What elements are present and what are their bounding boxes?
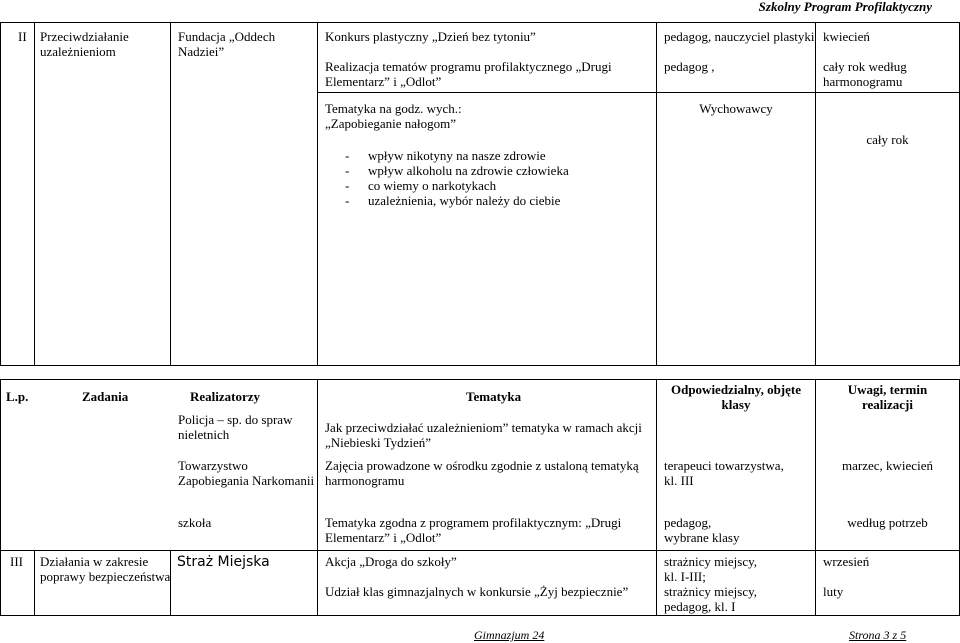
tematyka-zgodna-2: Elementarz” i „Odlot” [325, 530, 442, 545]
zadanie-line-1: Przeciwdziałanie [40, 29, 129, 44]
odp-iii-line-1: strażnicy miejscy, [664, 554, 758, 569]
odp-iii-line-2: kl. I-III; [664, 569, 706, 584]
list-dash: - [345, 178, 350, 193]
odp-iii-line-4: pedagog, kl. I [664, 599, 736, 614]
niebieski-line-2: „Niebieski Tydzień” [325, 435, 432, 450]
realizator-line-2: Nadziei” [178, 44, 225, 59]
header-title: Szkolny Program Profilaktyczny [758, 0, 932, 14]
header-zadania: Zadania [82, 389, 129, 404]
header-odpowiedzialny-1: Odpowiedzialny, objęte [670, 382, 801, 397]
header-tematyka: Tematyka [466, 389, 522, 404]
policja-line-2: nieletnich [178, 427, 230, 442]
col-line [0, 379, 1, 615]
col-line [656, 379, 657, 615]
col-line [317, 379, 318, 615]
uwagi-konkurs: kwiecień [823, 29, 870, 44]
footer-page-number: Strona 3 z 5 [849, 628, 907, 642]
pedagog-line-1: pedagog, [664, 515, 712, 530]
godz-wych-title: Tematyka na godz. wych.: [325, 101, 462, 116]
odp-wychowawcy: Wychowawcy [699, 101, 773, 116]
towarzystwo-line-2: Zapobiegania Narkomanii [178, 473, 315, 488]
cell-zadanie-ii [34, 22, 171, 366]
col-line [34, 550, 35, 615]
list-item: wpływ alkoholu na zdrowie człowieka [368, 163, 569, 178]
tematyka-konkurs: Konkurs plastyczny „Dzień bez tytoniu” [325, 29, 536, 44]
towarzystwo-line-1: Towarzystwo [178, 458, 248, 473]
pedagog-line-2: wybrane klasy [664, 530, 740, 545]
tematyka-realizacja-1: Realizacja tematów programu profilaktycznego „Drugi [325, 59, 612, 74]
godz-wych-subtitle: „Zapobieganie nałogom” [325, 116, 457, 131]
zajecia-line-1: Zajęcia prowadzone w ośrodku zgodnie z ustaloną tematyką [325, 458, 639, 473]
odp-konkurs: pedagog, nauczyciel plastyki [664, 29, 815, 44]
list-item: wpływ nikotyny na nasze zdrowie [368, 148, 546, 163]
zadanie-iii-line-1: Działania w zakresie [40, 554, 149, 569]
tematyka-zgodna-1: Tematyka zgodna z programem profilaktycznym: „Drugi [325, 515, 622, 530]
cell-realizator-ii [170, 22, 318, 366]
tematyka-realizacja-2: Elementarz” i „Odlot” [325, 74, 442, 89]
header-top-line [0, 379, 960, 380]
row-iii-divider [0, 550, 960, 551]
list-dash: - [345, 148, 350, 163]
terapeuci-line-2: kl. III [664, 473, 694, 488]
list-dash: - [345, 193, 350, 208]
policja-line-1: Policja – sp. do spraw [178, 412, 293, 427]
konkurs-zyj-bezpiecznie: Udział klas gimnazjalnych w konkursie „Żyj bezpiecznie” [325, 584, 629, 599]
zadanie-iii-line-2: poprawy bezpieczeństwa [40, 569, 171, 584]
szkola-label: szkoła [178, 515, 212, 530]
row-number: II [18, 29, 27, 44]
zajecia-line-2: harmonogramu [325, 473, 405, 488]
uwagi-wedlug-potrzeb: według potrzeb [847, 515, 928, 530]
uwagi-marzec: marzec, kwiecień [842, 458, 933, 473]
uwagi-luty: luty [823, 584, 844, 599]
row-divider [317, 92, 960, 93]
odp-iii-line-3: strażnicy miejscy, [664, 584, 758, 599]
zadanie-line-2: uzależnieniom [40, 44, 116, 59]
header-uwagi-2: realizacji [861, 397, 913, 412]
odp-realizacja: pedagog , [664, 59, 715, 74]
list-item: uzależnienia, wybór należy do ciebie [368, 193, 561, 208]
header-odpowiedzialny-2: klasy [721, 397, 751, 412]
header-lp: L.p. [6, 389, 29, 404]
uwagi-realizacja-1: cały rok według [823, 59, 907, 74]
cell-num-ii [0, 22, 35, 366]
list-item: co wiemy o narkotykach [368, 178, 497, 193]
table-bottom-line [0, 615, 960, 616]
list-dash: - [345, 163, 350, 178]
akcja-droga: Akcja „Droga do szkoły” [325, 554, 457, 569]
realizator-line-1: Fundacja „Oddech [178, 29, 276, 44]
footer-school: Gimnazjum 24 [474, 628, 545, 642]
header-uwagi-1: Uwagi, termin [847, 382, 928, 397]
uwagi-caly-rok: cały rok [866, 132, 909, 147]
terapeuci-line-1: terapeuci towarzystwa, [664, 458, 784, 473]
uwagi-realizacja-2: harmonogramu [823, 74, 903, 89]
uwagi-wrzesien: wrzesień [823, 554, 870, 569]
header-realizatorzy: Realizatorzy [190, 389, 261, 404]
col-line [815, 379, 816, 615]
niebieski-line-1: Jak przeciwdziałać uzależnieniom” tematyka w ramach akcji [325, 420, 642, 435]
row-number-iii: III [10, 554, 23, 569]
straz-miejska-label: Straż Miejska [177, 554, 270, 570]
